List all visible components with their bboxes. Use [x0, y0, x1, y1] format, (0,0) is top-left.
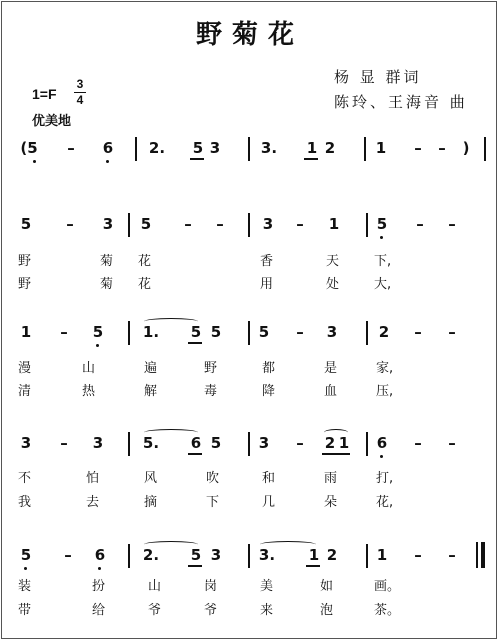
note: 1	[306, 139, 318, 157]
lyric-line-2	[0, 599, 500, 618]
note: 3	[258, 434, 270, 452]
lyric: 大,	[374, 277, 392, 292]
low-octave-dot	[33, 160, 36, 163]
lyric: 清	[18, 384, 32, 399]
lyric: 花	[138, 254, 152, 269]
note: –	[296, 434, 304, 452]
note: –	[67, 139, 75, 157]
lyric-line-1	[0, 357, 500, 376]
note: 2.	[148, 139, 166, 157]
note: 5	[190, 546, 202, 564]
lyric: 天	[326, 254, 340, 269]
note: 2	[326, 546, 338, 564]
barline	[248, 137, 250, 161]
lyric: 野	[18, 277, 32, 292]
slur	[324, 429, 348, 436]
lyric: 怕	[86, 471, 100, 486]
lyric: 下,	[374, 254, 392, 269]
lyric: 漫	[18, 361, 32, 376]
note: –	[60, 434, 68, 452]
lyric: 用	[260, 277, 274, 292]
note: –	[414, 434, 422, 452]
note: 1	[375, 139, 387, 157]
note: 3	[210, 546, 222, 564]
note: 6	[94, 546, 106, 564]
barline	[128, 213, 130, 237]
lyric: 我	[18, 495, 32, 510]
note: –	[448, 546, 456, 564]
lyric: 画。	[374, 579, 401, 594]
barline	[135, 137, 137, 161]
low-octave-dot	[98, 567, 101, 570]
lyric: 香	[260, 254, 274, 269]
tempo-marking: 优美地	[32, 113, 72, 128]
lyric: 压,	[376, 384, 394, 399]
note: –	[216, 215, 224, 233]
note: 3.	[260, 139, 278, 157]
note: –	[414, 546, 422, 564]
low-octave-dot	[380, 236, 383, 239]
note: 3	[262, 215, 274, 233]
song-title: 野菊花	[195, 20, 304, 50]
key-signature: 1=F	[32, 86, 57, 102]
note: 6	[190, 434, 202, 452]
slur	[144, 318, 198, 325]
barline	[366, 213, 368, 237]
lyric: 家,	[376, 361, 394, 376]
lyric: 爷	[204, 603, 218, 618]
slur	[144, 429, 198, 436]
lyric: 血	[324, 384, 338, 399]
lyric: 不	[18, 471, 32, 486]
note: )	[462, 139, 470, 157]
lyric: 遍	[144, 361, 158, 376]
barline	[366, 321, 368, 345]
eighth-underline	[306, 565, 320, 567]
eighth-underline	[188, 453, 202, 455]
note: 3	[92, 434, 104, 452]
lyric: 山	[82, 361, 96, 376]
note: 3	[209, 139, 221, 157]
lyric: 菊	[100, 277, 114, 292]
lyric: 如	[320, 579, 334, 594]
low-octave-dot	[380, 455, 383, 458]
eighth-underline	[188, 342, 202, 344]
note: 1	[376, 546, 388, 564]
note: 2.	[142, 546, 160, 564]
time-signature-top: 3	[76, 77, 84, 91]
low-octave-dot	[96, 344, 99, 347]
eighth-underline	[188, 565, 202, 567]
lyric: 都	[262, 361, 276, 376]
lyric: 风	[144, 471, 158, 486]
note: 1	[338, 434, 350, 452]
note: –	[64, 546, 72, 564]
final-barline-thick	[481, 542, 485, 568]
lyric: 朵	[324, 495, 338, 510]
low-octave-dot	[106, 160, 109, 163]
lyric: 泡	[320, 603, 334, 618]
lyric: 茶。	[374, 603, 401, 618]
note: 6	[376, 434, 388, 452]
note: 3	[102, 215, 114, 233]
barline	[248, 213, 250, 237]
note: 5	[210, 323, 222, 341]
low-octave-dot	[24, 567, 27, 570]
slur	[260, 541, 316, 548]
note: –	[60, 323, 68, 341]
lyric: 是	[324, 361, 338, 376]
note: 1	[20, 323, 32, 341]
lyric: 几	[262, 495, 276, 510]
lyric: 爷	[148, 603, 162, 618]
lyric: 雨	[324, 471, 338, 486]
note: 2	[378, 323, 390, 341]
eighth-underline	[322, 453, 350, 455]
lyric: 来	[260, 603, 274, 618]
note: –	[448, 323, 456, 341]
note: 3	[20, 434, 32, 452]
lyric: 美	[260, 579, 274, 594]
lyric: 处	[326, 277, 340, 292]
lyric: 花	[138, 277, 152, 292]
note: –	[438, 139, 446, 157]
note: 5	[140, 215, 152, 233]
note: –	[184, 215, 192, 233]
lyric: 去	[86, 495, 100, 510]
lyric: 野	[204, 361, 218, 376]
eighth-underline	[190, 158, 204, 160]
note: 3.	[258, 546, 276, 564]
barline	[248, 544, 250, 568]
note: –	[296, 323, 304, 341]
note: –	[416, 215, 424, 233]
lyric-line-2	[0, 380, 500, 399]
lyric-line-2	[0, 491, 500, 510]
lyric: 解	[144, 384, 158, 399]
barline	[128, 321, 130, 345]
lyric: 毒	[204, 384, 218, 399]
lyric: 山	[148, 579, 162, 594]
note: 5	[192, 139, 204, 157]
note: 1	[308, 546, 320, 564]
note: 5	[210, 434, 222, 452]
note: –	[414, 323, 422, 341]
time-signature-bottom: 4	[76, 93, 84, 107]
lyric: 菊	[100, 254, 114, 269]
barline	[484, 137, 486, 161]
lyric-line-2	[0, 273, 500, 292]
barline	[248, 432, 250, 456]
note: –	[66, 215, 74, 233]
lyric: 岗	[204, 579, 218, 594]
lyric: 带	[18, 603, 32, 618]
note: 3	[326, 323, 338, 341]
lyric: 花,	[376, 495, 394, 510]
lyric: 和	[262, 471, 276, 486]
note: –	[414, 139, 422, 157]
barline	[128, 432, 130, 456]
note: 5.	[142, 434, 160, 452]
note: 2	[324, 434, 336, 452]
composer-credit: 陈玲、王海音 曲	[334, 93, 468, 111]
note: –	[448, 434, 456, 452]
eighth-underline	[304, 158, 318, 160]
note: 5	[20, 215, 32, 233]
barline	[366, 544, 368, 568]
note: 6	[102, 139, 114, 157]
lyricist-credit: 杨 显 群词	[334, 68, 422, 86]
lyric-line-1	[0, 250, 500, 269]
lyric: 野	[18, 254, 32, 269]
final-barline-thin	[476, 542, 478, 568]
barline	[128, 544, 130, 568]
lyric: 打,	[376, 471, 394, 486]
note: 1	[328, 215, 340, 233]
lyric: 吹	[206, 471, 220, 486]
slur	[144, 541, 198, 548]
lyric: 给	[92, 603, 106, 618]
note: 5	[190, 323, 202, 341]
lyric: 降	[262, 384, 276, 399]
note: 5	[20, 546, 32, 564]
note: –	[448, 215, 456, 233]
lyric: 装	[18, 579, 32, 594]
note: 5	[92, 323, 104, 341]
lyric: 热	[82, 384, 96, 399]
lyric-line-1	[0, 467, 500, 486]
barline	[248, 321, 250, 345]
barline	[366, 432, 368, 456]
note: 5	[376, 215, 388, 233]
lyric: 摘	[144, 495, 158, 510]
note: –	[296, 215, 304, 233]
note: 5	[258, 323, 270, 341]
lyric-line-1	[0, 575, 500, 594]
note: 2	[324, 139, 336, 157]
barline	[364, 137, 366, 161]
note: 1.	[142, 323, 160, 341]
lyric: 扮	[92, 579, 106, 594]
lyric: 下	[206, 495, 220, 510]
note: (5	[20, 139, 38, 157]
